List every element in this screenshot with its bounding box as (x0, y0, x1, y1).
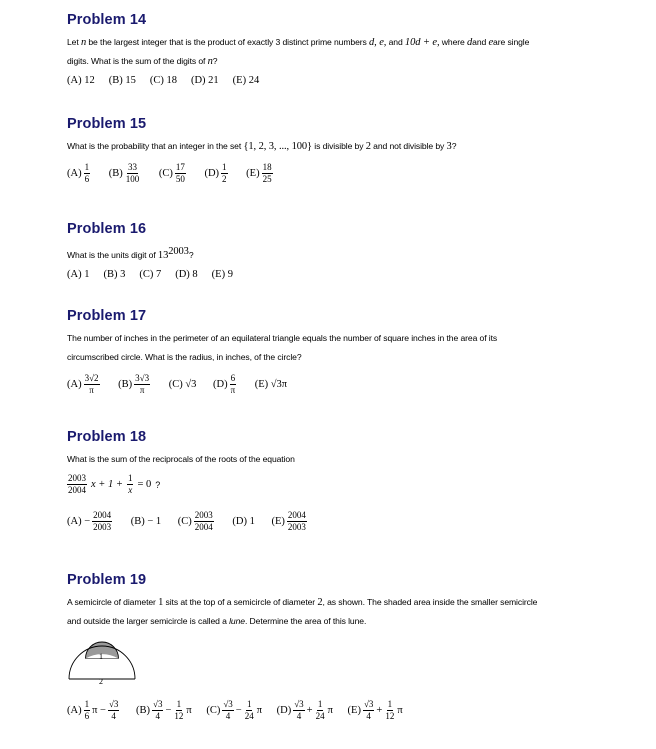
fraction (363, 699, 374, 722)
text: What is the sum of the reciprocals of the roots of the equation (67, 454, 295, 464)
operator: + (306, 704, 313, 716)
text: ? (451, 141, 457, 151)
denominator: π (89, 385, 94, 395)
problem-18-choices (67, 510, 627, 533)
numerator: √3 (223, 699, 233, 709)
choice-e (272, 510, 309, 533)
denominator: 2003 (93, 522, 112, 532)
choice-a: (A) 12 (67, 75, 95, 87)
numerator: 1 (317, 699, 323, 709)
problem-17-title: Problem 17 (67, 308, 147, 324)
fraction (315, 699, 326, 722)
choice-e: (E) 24 (232, 75, 260, 87)
choice-a (67, 699, 121, 722)
text: ? (188, 249, 194, 260)
choice-label: (B) (118, 378, 133, 390)
numerator: 1 (176, 699, 182, 709)
operator: π (397, 704, 403, 716)
numerator: 1 (127, 473, 133, 483)
choice-e: (E) 9 (211, 268, 233, 280)
math-exponent: 2003 (168, 246, 189, 257)
problem-16-title: Problem 16 (67, 221, 147, 237)
operator: + (376, 704, 383, 716)
numerator: 2003 (68, 473, 86, 483)
problem-16-statement (67, 242, 627, 265)
choice-c: (C) √3 (168, 379, 197, 390)
problem-17 (67, 308, 627, 396)
choice-label: (D) (213, 378, 228, 390)
text: Let (67, 37, 81, 47)
choice-a (67, 510, 114, 533)
choice-d: (D) 8 (175, 268, 198, 280)
choice-label: (B) (108, 167, 123, 179)
fraction (84, 699, 91, 722)
numerator: 2004 (287, 510, 306, 520)
denominator: π (230, 385, 236, 395)
text: What is the units digit of (67, 249, 158, 260)
text: sits at the top of a semicircle of diameter (163, 597, 318, 607)
fraction (152, 699, 163, 722)
operator: − (235, 704, 242, 716)
text: be the largest integer that is the product of exactly 3 distinct prime numbers (86, 37, 369, 47)
math-var: n (207, 56, 213, 67)
text: and (386, 37, 405, 47)
denominator: 50 (175, 174, 185, 184)
choice-c: (C) 7 (139, 268, 162, 280)
denominator: x (128, 485, 133, 495)
numerator: 3√2 (84, 373, 99, 383)
large-diameter-label: 2 (99, 677, 103, 686)
numerator: √3 (294, 699, 304, 709)
fraction (84, 373, 100, 396)
fraction (175, 162, 186, 185)
text: What is the probability that an integer in the set (67, 141, 244, 151)
denominator: 12 (174, 711, 184, 721)
problem-15-statement (67, 137, 627, 156)
numerator: 17 (175, 162, 185, 172)
text: where (439, 37, 467, 47)
text: , as shown. The shaded area inside the smaller semicircle (322, 597, 538, 607)
choice-e (246, 162, 274, 185)
operator: π (327, 704, 333, 716)
text: ? (212, 56, 218, 66)
choice-label: (D) (276, 704, 292, 716)
text: and not divisible by (370, 141, 447, 151)
denominator: 24 (315, 711, 325, 721)
denominator: 6 (84, 174, 90, 184)
math-base: 13 (157, 249, 169, 261)
text: and (472, 37, 489, 47)
problem-17-choices (67, 373, 627, 396)
fraction (108, 699, 119, 722)
equation-part: x + 1 + (91, 479, 123, 490)
fraction (222, 699, 233, 722)
problem-19 (67, 572, 627, 722)
denominator: 25 (262, 174, 272, 184)
numerator: √3 (363, 699, 374, 709)
text: A semicircle of diameter (67, 597, 159, 607)
fraction (125, 162, 141, 185)
denominator: 24 (244, 711, 254, 721)
problem-19-choices (67, 699, 627, 722)
operator: π (256, 704, 263, 716)
numerator: 1 (246, 699, 252, 709)
denominator: 6 (84, 711, 90, 721)
operator: − (165, 704, 172, 716)
small-diameter-label: 1 (99, 652, 103, 661)
choice-d: (D) 21 (190, 75, 219, 87)
choice-d (204, 162, 229, 185)
fraction (244, 699, 255, 722)
math-set: {1, 2, 3, ..., 100} (243, 141, 312, 152)
denominator: 4 (366, 711, 371, 721)
fraction (293, 699, 304, 722)
choice-a (67, 162, 92, 185)
text: digits. What is the sum of the digits of (67, 56, 208, 66)
denominator: 4 (111, 711, 116, 721)
math-num: 2 (317, 597, 323, 608)
numerator: √3 (108, 699, 119, 709)
operator: π − (92, 704, 106, 716)
choice-label: (C) (206, 704, 221, 716)
choice-b: (B) 15 (108, 75, 136, 87)
fraction (221, 162, 228, 185)
denominator: π (139, 385, 145, 395)
math-vars: d, e, (369, 37, 387, 48)
problem-16-choices (67, 269, 627, 280)
text: ? (155, 479, 161, 490)
choice-label: (A) (67, 378, 82, 390)
operator: π (186, 704, 192, 716)
math-var: d (466, 37, 473, 48)
choice-b (109, 162, 143, 185)
numerator: 1 (84, 162, 90, 172)
choice-d (277, 699, 333, 722)
fraction (92, 510, 112, 533)
denominator: 4 (296, 711, 302, 721)
math-var: e (488, 37, 494, 48)
choice-label: (A) (67, 704, 82, 716)
denominator: 12 (385, 711, 395, 721)
denominator: 2 (222, 174, 227, 184)
numerator: 33 (127, 162, 137, 172)
math-var: n (80, 37, 87, 48)
problem-17-statement (67, 329, 627, 367)
choice-b (136, 699, 192, 722)
choice-label: (A) − (67, 515, 91, 527)
numerator: 18 (262, 162, 272, 172)
choice-c (206, 699, 262, 722)
choice-c (178, 510, 216, 533)
choice-a (67, 373, 102, 396)
problem-18-title: Problem 18 (67, 429, 147, 445)
numerator: 6 (230, 373, 236, 383)
denominator: 2004 (194, 522, 213, 532)
choice-label: (D) (204, 167, 220, 179)
problem-16 (67, 221, 627, 280)
math-num: 1 (158, 597, 164, 608)
choice-b: (B) − 1 (130, 516, 162, 527)
choice-label: (E) (246, 167, 260, 179)
choice-a: (A) 1 (67, 268, 90, 280)
denominator: 2003 (287, 522, 306, 532)
math-num: 3 (446, 141, 452, 152)
problem-14-title: Problem 14 (67, 12, 147, 28)
problem-14 (67, 12, 627, 86)
problem-15 (67, 116, 627, 185)
denominator: 2004 (68, 485, 86, 495)
numerator: √3 (153, 699, 163, 709)
choice-label: (C) (158, 167, 173, 179)
problem-18 (67, 429, 627, 533)
text: is divisible by (312, 141, 366, 151)
choice-c: (C) 18 (149, 75, 177, 87)
lune-figure (67, 639, 137, 685)
problem-19-statement (67, 593, 627, 631)
choice-label: (E) (271, 515, 285, 527)
fraction (230, 373, 237, 396)
numerator: 1 (387, 699, 393, 709)
denominator: 100 (125, 174, 140, 184)
text: and outside the larger semicircle is called a (67, 616, 230, 626)
fraction (134, 373, 150, 396)
choice-b: (B) 3 (103, 268, 126, 280)
problem-18-statement (67, 450, 627, 469)
choice-d: (D) 1 (232, 516, 255, 527)
fraction (287, 510, 307, 533)
problem-15-choices (67, 162, 627, 185)
math-num: 2 (365, 141, 371, 152)
numerator: 2003 (194, 510, 213, 520)
text: . Determine the area of this lune. (244, 616, 367, 626)
problem-15-title: Problem 15 (67, 116, 147, 132)
text: The number of inches in the perimeter of an equilateral triangle equals the number of square inches in the area of its (67, 333, 498, 343)
choice-label: (E) (347, 704, 361, 716)
equation-part: = 0 (137, 479, 152, 490)
problem-18-equation (67, 473, 627, 496)
text: circumscribed circle. What is the radius, in inches, of the circle? (67, 352, 302, 362)
choice-b (118, 373, 152, 396)
problem-14-choices (67, 75, 627, 86)
denominator: 4 (155, 711, 160, 721)
fraction (262, 162, 273, 185)
problem-14-statement (67, 33, 627, 71)
fraction (127, 473, 134, 496)
choice-label: (B) (136, 704, 151, 716)
fraction (67, 473, 87, 496)
denominator: 4 (225, 711, 231, 721)
numerator: 3√3 (135, 373, 150, 383)
numerator: 1 (222, 162, 227, 172)
fraction (173, 699, 184, 722)
math-expr: 10d + e, (404, 37, 440, 48)
fraction (384, 699, 395, 722)
problem-19-title: Problem 19 (67, 572, 147, 588)
choice-d (213, 373, 238, 396)
choice-e: (E) √3π (254, 379, 288, 390)
choice-label: (A) (67, 167, 82, 179)
fraction (194, 510, 214, 533)
fraction (84, 162, 91, 185)
choice-c (159, 162, 188, 185)
numerator: 1 (84, 699, 90, 709)
choice-label: (C) (177, 515, 192, 527)
emphasis: lune (229, 616, 245, 626)
text: are single (493, 37, 530, 47)
numerator: 2004 (93, 510, 112, 520)
choice-e (348, 699, 403, 722)
